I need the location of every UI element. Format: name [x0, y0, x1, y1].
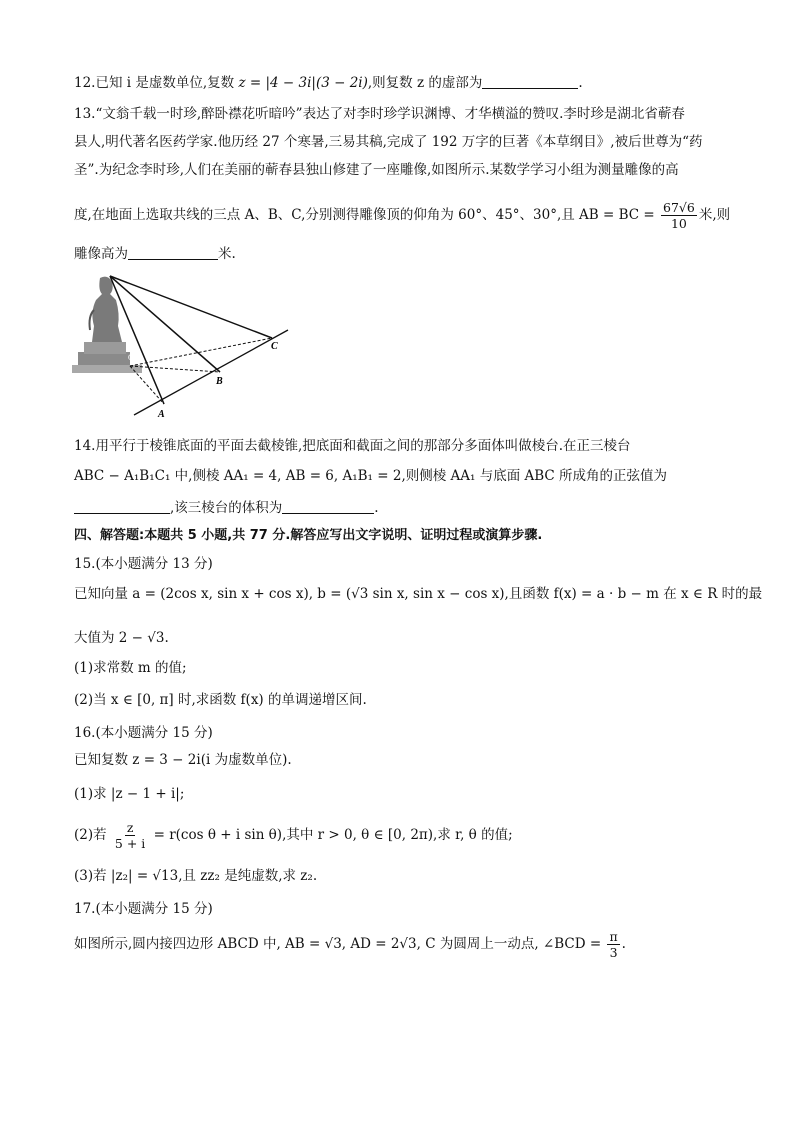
q16-part-2 [74, 818, 513, 852]
q13-line-5-end: 米. [218, 246, 236, 262]
q17-line-1-end: . [621, 936, 626, 952]
q14-line-3-text: ,该三棱台的体积为 [170, 500, 283, 516]
q13-line-4-end: 米,则 [698, 207, 731, 223]
q15-part-2: (2)当 x ∈ [0, π] 时,求函数 f(x) 的单调递增区间. [74, 692, 367, 708]
frac-denominator: 5 + i [114, 836, 146, 851]
frac-numerator: 67√6 [663, 200, 695, 215]
q16-fraction [113, 820, 147, 851]
q17-fraction [607, 929, 619, 960]
frac-numerator: z [126, 820, 134, 835]
ground-line [134, 330, 288, 415]
label-b: B [216, 376, 223, 387]
q14-line-3-end: . [374, 500, 379, 516]
q16-header: 16.(本小题满分 15 分) [74, 725, 213, 741]
q14-line-3 [74, 498, 379, 518]
q16-part-3: (3)若 |z₂| = √13,且 zz₂ 是纯虚数,求 z₂. [74, 868, 318, 884]
label-c: C [271, 341, 278, 352]
q14-line-1: 14.用平行于棱锥底面的平面去截棱锥,把底面和截面之间的那部分多面体叫做棱台.在正三棱台 [74, 438, 631, 454]
q17-line-1-text: 如图所示,圆内接四边形 ABCD 中, AB = √3, AD = 2√3, C 为圆周上一动点, ∠BCD = [74, 936, 606, 952]
q15-header: 15.(本小题满分 13 分) [74, 556, 213, 572]
label-o: O [128, 353, 134, 362]
statue-figure [72, 270, 292, 420]
frac-denominator: 10 [670, 216, 687, 231]
q15-line-1: 已知向量 a = (2cos x, sin x + cos x), b = (√3 sin x, sin x − cos x),且函数 f(x) = a · b − m 在 x ∈ R 时的最 [74, 586, 763, 602]
q15-part-1: (1)求常数 m 的值; [74, 660, 187, 676]
q13-line-5-text: 雕像高为 [74, 246, 128, 262]
q16-line-1: 已知复数 z = 3 − 2i(i 为虚数单位). [74, 752, 292, 768]
label-a: A [158, 409, 165, 420]
q12-text-2: ,则复数 z 的虚部为 [367, 75, 483, 91]
q13-line-2: 县人,明代著名医药学家.他历经 27 个寒暑,三易其稿,完成了 192 万字的巨著《本草纲目》,被后世尊为“药 [74, 134, 703, 150]
q16-part-1: (1)求 |z − 1 + i|; [74, 786, 185, 802]
q13-line-3: 圣”.为纪念李时珍,人们在美丽的蕲春县独山修建了一座雕像,如图所示.某数学学习小组为测量雕像的高 [74, 162, 679, 178]
sight-line-c [110, 276, 272, 338]
q13-line-1: 13.“文翁千载一时珍,醉卧襟花听暗吟”表达了对李时珍学识渊博、才华横溢的赞叹.李时珍是湖北省蕲春 [74, 106, 685, 122]
q16-part-2-text: (2)若 [74, 827, 111, 843]
q12-end: . [578, 75, 583, 91]
frac-denominator: 3 [609, 945, 618, 960]
q15-line-2: 大值为 2 − √3. [74, 630, 169, 646]
q17-header: 17.(本小题满分 15 分) [74, 901, 213, 917]
q13-line-5 [74, 244, 236, 264]
section-heading: 四、解答题:本题共 5 小题,共 77 分.解答应写出文字说明、证明过程或演算步骤. [74, 528, 543, 543]
q13-fraction [661, 200, 697, 231]
base-line-a [130, 366, 164, 404]
q16-part-2-end: = r(cos θ + i sin θ),其中 r > 0, θ ∈ [0, 2π),求 r, θ 的值; [149, 827, 513, 843]
q12-text: 12.已知 i 是虚数单位,复数 [74, 75, 239, 91]
base-line-b [130, 366, 220, 372]
q14-line-2: ABC − A₁B₁C₁ 中,侧棱 AA₁ = 4, AB = 6, A₁B₁ = 2,则侧棱 AA₁ 与底面 ABC 所成角的正弦值为 [74, 468, 668, 484]
question-12 [74, 73, 583, 93]
q17-line-1 [74, 926, 626, 962]
answer-blank [128, 245, 218, 260]
q13-line-4 [74, 197, 730, 233]
base-line-c [130, 338, 272, 366]
q12-formula: z = |4 − 3i|(3 − 2i) [238, 75, 368, 91]
answer-blank [74, 499, 170, 514]
answer-blank [482, 74, 578, 89]
frac-numerator: π [609, 929, 618, 944]
answer-blank [282, 499, 374, 514]
q13-line-4-text: 度,在地面上选取共线的三点 A、B、C,分别测得雕像顶的仰角为 60°、45°、30°,且 AB = BC = [74, 207, 660, 223]
